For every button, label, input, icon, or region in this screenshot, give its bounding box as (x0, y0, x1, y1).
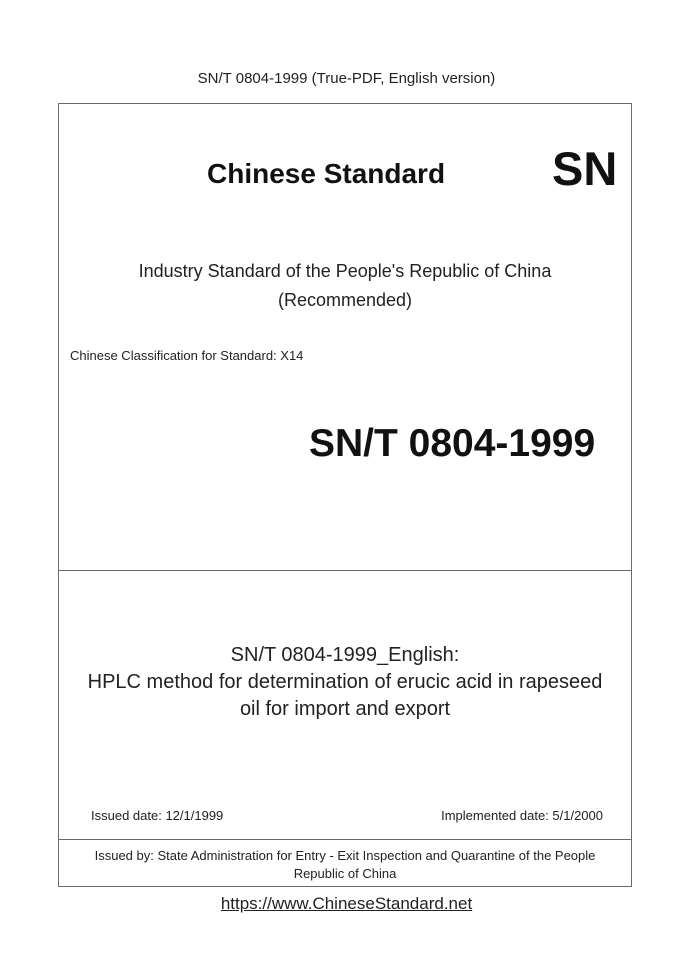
standard-number: SN/T 0804-1999 (309, 422, 596, 465)
cover-frame (58, 103, 632, 887)
title-line: SN/T 0804-1999_English: (230, 644, 460, 666)
recommended-line: (Recommended) (277, 290, 413, 310)
title-line: HPLC method for determination of erucic acid in rapeseed (87, 671, 603, 693)
issuer-text (59, 847, 631, 883)
industry-line: Industry Standard of the People's Republic of China (138, 261, 552, 281)
issuer-line: Issued by: State Administration for Entry - Exit Inspection and Quarantine of the People (94, 848, 596, 863)
issued-date: Issued date: 12/1/1999 (91, 808, 224, 823)
issuer-panel (59, 839, 631, 887)
sn-mark: SN (552, 142, 618, 195)
issuer-line: Republic of China (293, 866, 397, 881)
title-line: oil for import and export (239, 698, 451, 720)
website-link[interactable]: https://www.ChineseStandard.net (220, 894, 473, 913)
cover-title-panel (59, 570, 631, 839)
cover-top-panel (59, 104, 631, 570)
implemented-date: Implemented date: 5/1/2000 (441, 808, 603, 823)
classification-text: Chinese Classification for Standard: X14 (70, 348, 304, 363)
brand-title: Chinese Standard (207, 158, 446, 189)
document-header: SN/T 0804-1999 (True-PDF, English version) (197, 70, 496, 87)
document-title (59, 642, 631, 723)
industry-standard-text (59, 257, 631, 315)
